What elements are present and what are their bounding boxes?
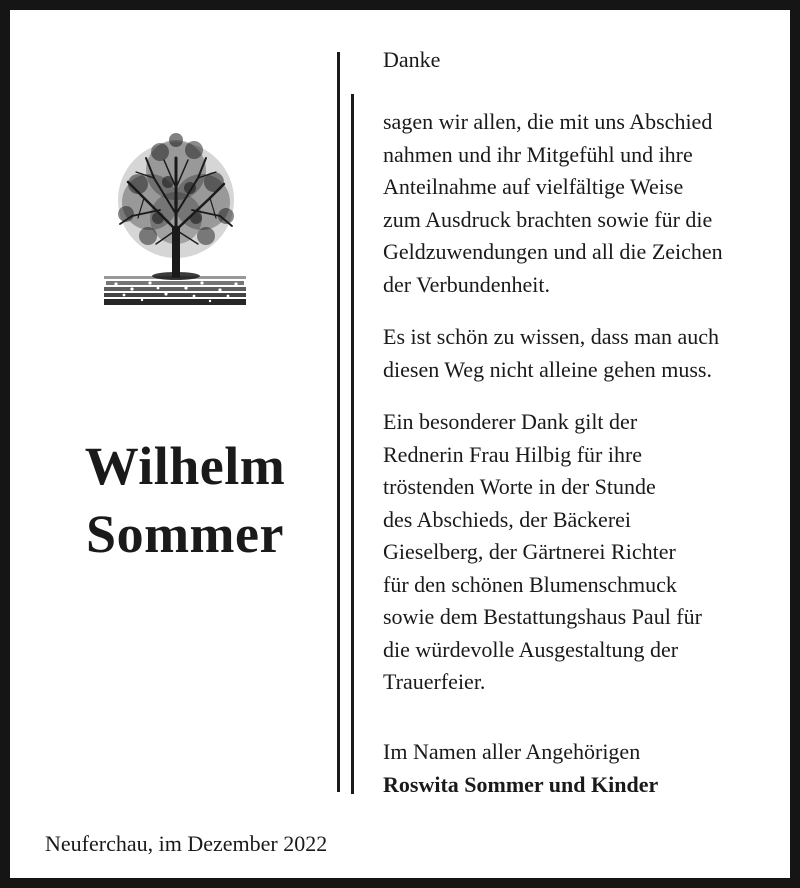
signature: Roswita Sommer und Kinder: [383, 771, 659, 797]
closing-block: [383, 736, 658, 801]
vertical-divider-long: [337, 52, 340, 792]
thanks-paragraph-2: [383, 321, 719, 386]
text-line: Ein besonderer Dank gilt der: [383, 409, 638, 434]
text-line: sagen wir allen, die mit uns Abschied: [383, 109, 713, 134]
text-line: Es ist schön zu wissen, dass man auch: [383, 324, 720, 349]
text-line: Geldzuwendungen und all die Zeichen: [383, 239, 723, 264]
text-line: diesen Weg nicht alleine gehen muss.: [383, 356, 712, 382]
closing-line: Im Namen aller Angehörigen: [383, 739, 641, 764]
text-line: nahmen und ihr Mitgefühl und ihre: [383, 141, 693, 167]
text-line: der Verbundenheit.: [383, 271, 550, 297]
thanks-paragraph-1: [383, 106, 723, 301]
text-line: für den schönen Blumenschmuck: [383, 571, 677, 597]
text-line: zum Ausdruck brachten sowie für die: [383, 206, 713, 232]
text-line: tröstenden Worte in der Stunde: [383, 474, 656, 499]
text-line: Trauerfeier.: [383, 669, 486, 694]
thanks-paragraph-3: [383, 406, 702, 699]
vertical-divider-short: [351, 94, 354, 794]
deceased-first-name: Wilhelm: [84, 436, 286, 496]
place-date: Neuferchau, im Dezember 2022: [45, 831, 328, 856]
text-line: Anteilnahme auf vielfältige Weise: [383, 174, 684, 199]
tree-icon: [98, 118, 254, 318]
text-line: Gieselberg, der Gärtnerei Richter: [383, 539, 676, 564]
text-line: sowie dem Bestattungshaus Paul für: [383, 604, 702, 629]
text-line: die würdevolle Ausgestaltung der: [383, 636, 679, 662]
deceased-last-name: Sommer: [86, 504, 284, 564]
notice-heading: Danke: [383, 47, 441, 72]
text-line: des Abschieds, der Bäckerei: [383, 506, 632, 532]
deceased-name: [50, 432, 320, 568]
text-line: Rednerin Frau Hilbig für ihre: [383, 441, 643, 467]
